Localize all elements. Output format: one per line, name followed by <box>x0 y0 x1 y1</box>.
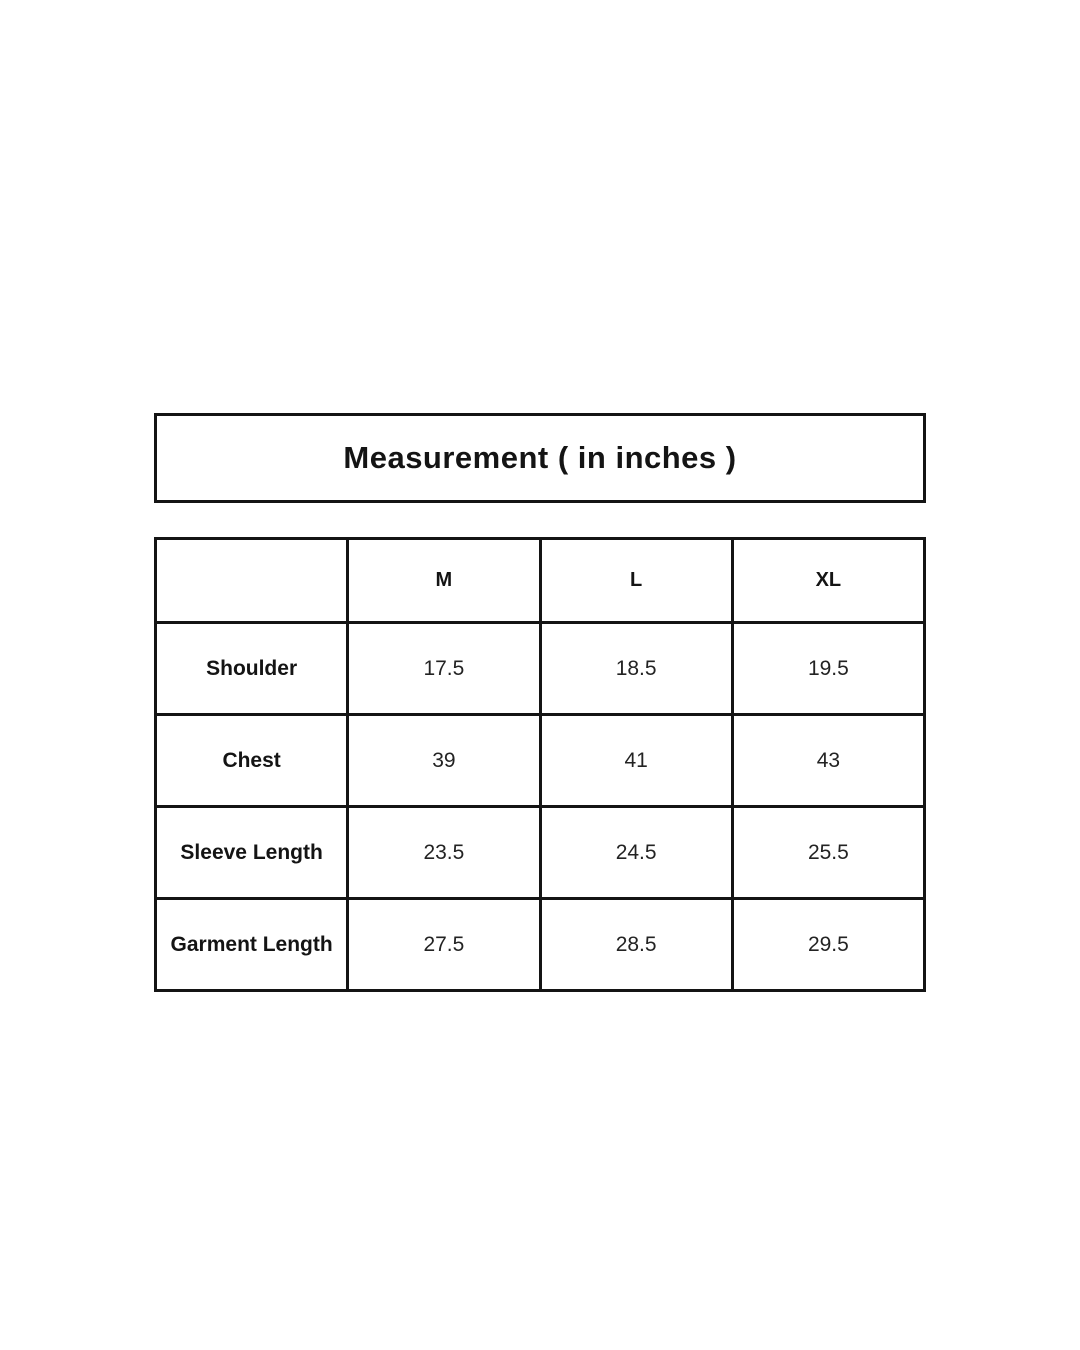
cell-chest-xl: 43 <box>732 715 924 807</box>
column-header-l: L <box>540 539 732 623</box>
measurement-table <box>154 537 926 992</box>
column-header-m: M <box>348 539 540 623</box>
table-row-garment-length <box>156 899 925 991</box>
table-row-shoulder <box>156 623 925 715</box>
page-title: Measurement ( in inches ) <box>343 440 737 475</box>
row-label-shoulder: Shoulder <box>156 623 348 715</box>
cell-shoulder-xl: 19.5 <box>732 623 924 715</box>
table-row-chest <box>156 715 925 807</box>
cell-sleeve-length-l: 24.5 <box>540 807 732 899</box>
cell-sleeve-length-m: 23.5 <box>348 807 540 899</box>
cell-garment-length-m: 27.5 <box>348 899 540 991</box>
cell-shoulder-m: 17.5 <box>348 623 540 715</box>
column-header-xl: XL <box>732 539 924 623</box>
cell-chest-l: 41 <box>540 715 732 807</box>
cell-garment-length-l: 28.5 <box>540 899 732 991</box>
column-header-empty <box>156 539 348 623</box>
cell-garment-length-xl: 29.5 <box>732 899 924 991</box>
measurement-title-box <box>154 413 926 503</box>
cell-shoulder-l: 18.5 <box>540 623 732 715</box>
row-label-sleeve-length: Sleeve Length <box>156 807 348 899</box>
cell-sleeve-length-xl: 25.5 <box>732 807 924 899</box>
table-row-sleeve-length <box>156 807 925 899</box>
row-label-chest: Chest <box>156 715 348 807</box>
cell-chest-m: 39 <box>348 715 540 807</box>
row-label-garment-length: Garment Length <box>156 899 348 991</box>
table-header-row <box>156 539 925 623</box>
